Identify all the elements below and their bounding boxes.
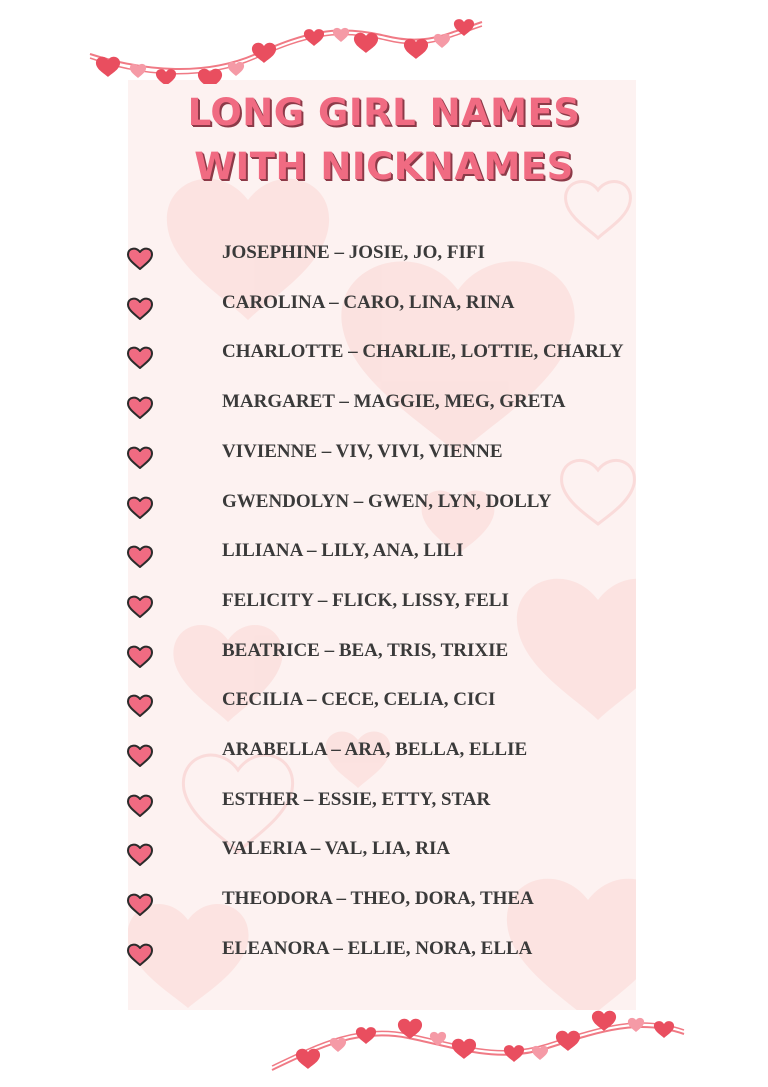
heart-icon (126, 743, 154, 768)
heart-icon (126, 445, 154, 470)
list-item (0, 878, 768, 928)
heart-icon (126, 842, 154, 867)
list-item (0, 331, 768, 381)
heart-icon (126, 793, 154, 818)
list-item (0, 282, 768, 332)
heart-icon (126, 544, 154, 569)
bottom-heart-garland (268, 1008, 688, 1078)
list-item-text: ARABELLA – ARA, BELLA, ELLIE (222, 739, 528, 760)
heart-icon (126, 942, 154, 967)
list-item-text: VIVIENNE – VIV, VIVI, VIENNE (222, 440, 503, 462)
list-item (0, 481, 768, 531)
list-item (0, 232, 768, 282)
heart-icon (126, 693, 154, 718)
list-item-text: CECILIA – CECE, CELIA, CICI (222, 689, 496, 711)
list-item-text: CAROLINA – CARO, LINA, RINA (222, 291, 515, 313)
top-heart-garland (86, 14, 486, 84)
page-title (0, 86, 768, 194)
heart-icon (126, 594, 154, 619)
heart-icon (126, 345, 154, 370)
list-item-text: THEODORA – THEO, DORA, THEA (222, 888, 534, 910)
heart-icon (126, 892, 154, 917)
list-item (0, 431, 768, 481)
list-item (0, 729, 768, 779)
list-item (0, 530, 768, 580)
heart-icon (126, 644, 154, 669)
page-title-line-1: LONG GIRL NAMES (187, 91, 581, 134)
list-item (0, 928, 768, 978)
list-item-text: BEATRICE – BEA, TRIS, TRIXIE (222, 639, 509, 661)
heart-icon (126, 296, 154, 321)
page-title-line-2: WITH NICKNAMES (194, 145, 574, 188)
heart-icon (126, 246, 154, 271)
list-item-text: VALERIA – VAL, LIA, RIA (222, 838, 451, 860)
list-item (0, 630, 768, 680)
list-item (0, 679, 768, 729)
heart-icon (126, 495, 154, 520)
list-item (0, 828, 768, 878)
heart-icon (126, 395, 154, 420)
list-item (0, 381, 768, 431)
list-item (0, 779, 768, 829)
list-item-text: ELEANORA – ELLIE, NORA, ELLA (222, 937, 533, 959)
list-item-text: ESTHER – ESSIE, ETTY, STAR (222, 788, 491, 810)
list-item-text: LILIANA – LILY, ANA, LILI (222, 540, 464, 562)
list-item (0, 580, 768, 630)
list-item-text: FELICITY – FLICK, LISSY, FELI (222, 589, 509, 611)
list-item-text: MARGARET – MAGGIE, MEG, GRETA (222, 391, 566, 413)
list-item-text: GWENDOLYN – GWEN, LYN, DOLLY (222, 490, 552, 512)
list-item-text: CHARLOTTE – CHARLIE, LOTTIE, CHARLY (222, 341, 624, 363)
list-item-text: JOSEPHINE – JOSIE, JO, FIFI (222, 242, 485, 263)
